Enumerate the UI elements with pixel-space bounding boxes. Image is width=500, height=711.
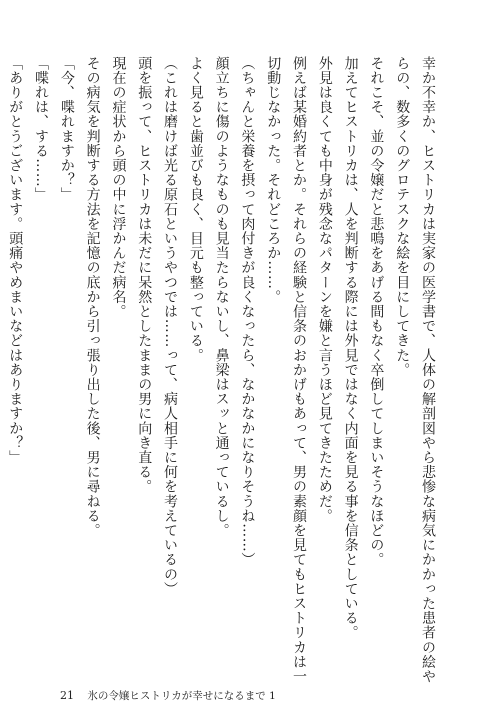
text-line: 外見は良くても中身が残念なパターンを嫌と言うほど見てきたためだ。 [316, 56, 333, 524]
text-line: その病気を判断する方法を記憶の底から引っ張り出した後、男に尋ねる。 [84, 56, 101, 538]
vertical-body-text [7, 56, 440, 684]
text-line: （これは磨けば光る原石というやつでは……って、病人相手に何を考えているの） [162, 56, 179, 597]
text-line: 幸か不幸か、ヒストリカは実家の医学書で、人体の解剖図やら悲惨な病気にかかった患者の絵や [420, 56, 436, 684]
text-line: 切動じなかった。それどころか……。 [265, 56, 282, 305]
text-line: 「今、喋れますか？」 [58, 56, 75, 202]
text-line: それこそ、並の令嬢だと悲鳴をあげる間もなく卒倒してしまいそうなほどの。 [368, 56, 385, 567]
page-number: 21 [60, 689, 74, 702]
text-line: よく見ると歯並びも良く、目元も整っている。 [187, 56, 204, 363]
text-line: 頭を振って、ヒストリカは未だに呆然としたままの男に向き直る。 [136, 56, 153, 494]
text-line: 加えてヒストリカは、人を判断する際には外見ではなく内面を見る事を信条としている。 [342, 56, 359, 640]
text-line: 例えば某婚約者とか。それらの経験と信条のおかげもあって、男の素顔を見てもヒストリカは一 [291, 56, 308, 684]
book-title: 氷の令嬢ヒストリカが幸せになるまで 1 [87, 690, 276, 702]
text-line: 現在の症状から頭の中に浮かんだ病名。 [110, 56, 127, 319]
text-line: 顔立ちに傷のようなものも見当たらないし、鼻梁はスッと通っているし。 [213, 56, 230, 538]
text-line: らの、数多くのグロテスクな絵を目にしてきた。 [394, 56, 411, 378]
text-line: 「喋れは、する……」 [33, 56, 50, 202]
page-footer [60, 688, 276, 703]
text-line: （ちゃんと栄養を摂って肉付きが良くなったら、なかなかになりそうね……） [239, 56, 256, 567]
text-line: 「ありがとうございます。頭痛やめまいなどはありますか？」 [7, 56, 24, 465]
